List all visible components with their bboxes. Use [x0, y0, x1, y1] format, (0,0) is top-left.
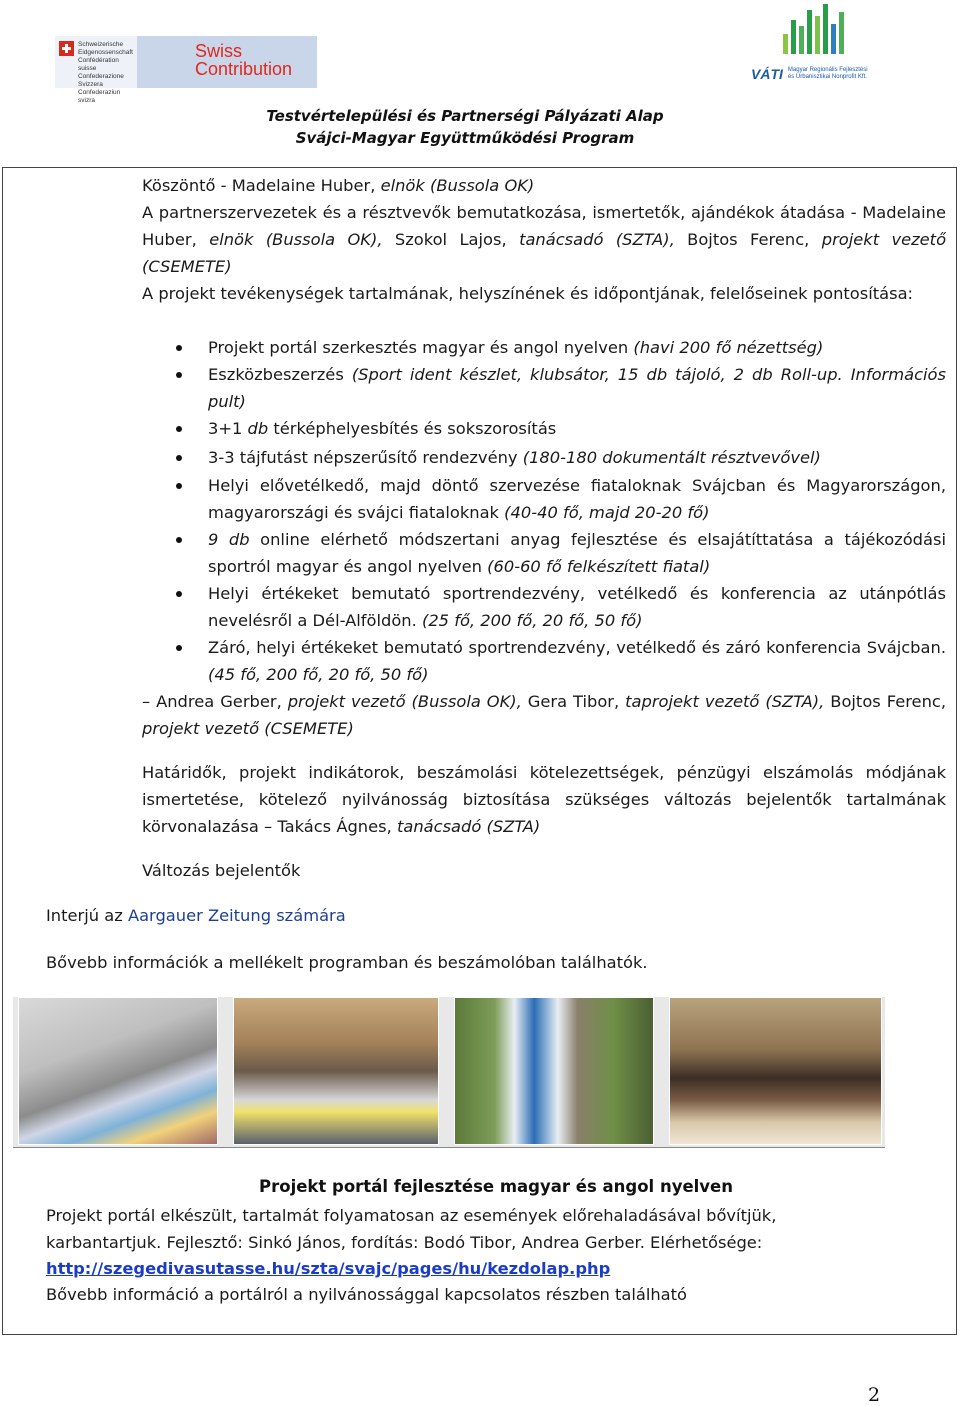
- responsibles: – Andrea Gerber, projekt vezető (Bussola OK), Gera Tibor, taprojekt vezető (SZTA), Bojtos Ferenc, projekt vezető (CSEMETE): [142, 692, 947, 738]
- bullet-icon: [176, 645, 182, 651]
- agenda-item-deadlines: Határidők, projekt indikátorok, beszámolási kötelezettségek, pénzügyi elszámolás módjának ismertetése, kötelező nyilvánosság biztosítása szükséges változás bejelentők tartalmának körvonalazása – Takács Ágnes, tanácsadó (SZTA): [142, 763, 946, 836]
- bullet-icon: [176, 483, 182, 489]
- photo-rollup-banner: [454, 997, 654, 1145]
- bullet-icon: [176, 426, 182, 432]
- photo-dinner-group: [669, 997, 882, 1145]
- agenda-item-welcome: Köszöntő - Madelaine Huber, elnök (Bussola OK): [142, 176, 535, 195]
- list-item: 3-3 tájfutást népszerűsítő rendezvény (180-180 dokumentált résztvevővel): [208, 448, 821, 467]
- portal-footer-note: Bővebb információ a portálról a nyilvánossággal kapcsolatos részben található: [46, 1285, 687, 1304]
- photo-strip: [13, 997, 885, 1148]
- more-info-line: Bővebb információk a mellékelt programban és beszámolóban találhatók.: [46, 953, 648, 972]
- vati-subtitle: Magyar Regionális Fejlesztési és Urbanisztikai Nonprofit Kft.: [787, 67, 868, 80]
- agenda-item-introductions: A partnerszervezetek és a résztvevők bemutatkozása, ismertetők, ajándékok átadása - Madelaine Huber, elnök (Bussola OK), Szokol Lajos, tanácsadó (SZTA), Bojtos Ferenc, projekt vezető (CSEMETE): [142, 203, 947, 276]
- portal-description: Projekt portál elkészült, tartalmát folyamatosan az események előrehaladásával bővítjük, karbantartjuk. Fejlesztő: Sinkó János, fordítás: Bodó Tibor, Andrea Gerber. Elérhetősége:: [46, 1206, 777, 1252]
- portal-section-title: Projekt portál fejlesztése magyar és angol nyelven: [259, 1177, 733, 1196]
- newspaper-name: Aargauer Zeitung számára: [127, 906, 346, 925]
- list-item: 3+1 db térképhelyesbítés és sokszorosítás: [208, 419, 557, 438]
- list-item: Helyi értékeket bemutató sportrendezvény, vetélkedő és konferencia az utánpótlás nevelésről a Dél-Alföldön. (25 fő, 200 fő, 20 fő, 50 fő): [208, 584, 946, 630]
- confederation-line: Confederazione Svizzera: [78, 73, 124, 88]
- list-item: Eszközbeszerzés (Sport ident készlet, klubsátor, 15 db tájoló, 2 db Roll-up. Információs pult): [208, 365, 946, 411]
- swiss-contribution-logo: [55, 36, 317, 104]
- interview-line: Interjú az Aargauer Zeitung számára: [46, 906, 346, 925]
- portal-link[interactable]: http://szegedivasutasse.hu/szta/svajc/pages/hu/kezdolap.php: [46, 1259, 611, 1278]
- agenda-item-activities: A projekt tevékenységek tartalmának, helyszínének és időpontjának, felelőseinek pontosítása:: [142, 284, 914, 303]
- bullet-icon: [176, 372, 182, 378]
- confederation-line: Confederaziun svizra: [78, 89, 121, 104]
- swiss-flag-area: [55, 36, 137, 104]
- swiss-cross-icon: [59, 41, 74, 56]
- list-item: Projekt portál szerkesztés magyar és angol nyelven (havi 200 fő nézettség): [208, 338, 824, 357]
- confederation-line: Schweizerische Eidgenossenschaft: [78, 41, 133, 56]
- list-item: 9 db online elérhető módszertani anyag fejlesztése és elsajátíttatása a tájékozódási sportról magyar és angol nyelven (60-60 fő felkészített fiatal): [208, 530, 946, 576]
- brand-line-1: Swiss: [195, 41, 243, 61]
- list-item: Záró, helyi értékeket bemutató sportrendezvény, vetélkedő és záró konferencia Svájcban. (45 fő, 200 fő, 20 fő, 50 fő): [208, 638, 946, 684]
- confederation-line: Confédération suisse: [78, 57, 119, 72]
- bullet-icon: [176, 537, 182, 543]
- photo-map-reading: [18, 997, 218, 1145]
- list-item: Helyi elővetélkedő, majd döntő szervezése fiataloknak Svájcban és Magyarországon, magyarországi és svájci fiataloknak (40-40 fő, majd 20-20 fő): [208, 476, 946, 522]
- vati-wordmark: VÁTI: [751, 66, 783, 82]
- bullet-icon: [176, 591, 182, 597]
- program-subtitle: Svájci-Magyar Együttműködési Program: [295, 129, 635, 147]
- swiss-brand: [137, 36, 317, 88]
- page-number: 2: [868, 1384, 881, 1406]
- vati-logo: [745, 0, 885, 92]
- brand-line-2: Contribution: [195, 59, 293, 79]
- vati-bars-icon: [783, 4, 844, 54]
- photo-meeting-table: [233, 997, 439, 1145]
- bullet-icon: [176, 345, 182, 351]
- program-title: Testvértelepülési és Partnerségi Pályázati Alap: [266, 107, 664, 125]
- agenda-item-change: Változás bejelentők: [142, 861, 301, 880]
- bullet-icon: [176, 455, 182, 461]
